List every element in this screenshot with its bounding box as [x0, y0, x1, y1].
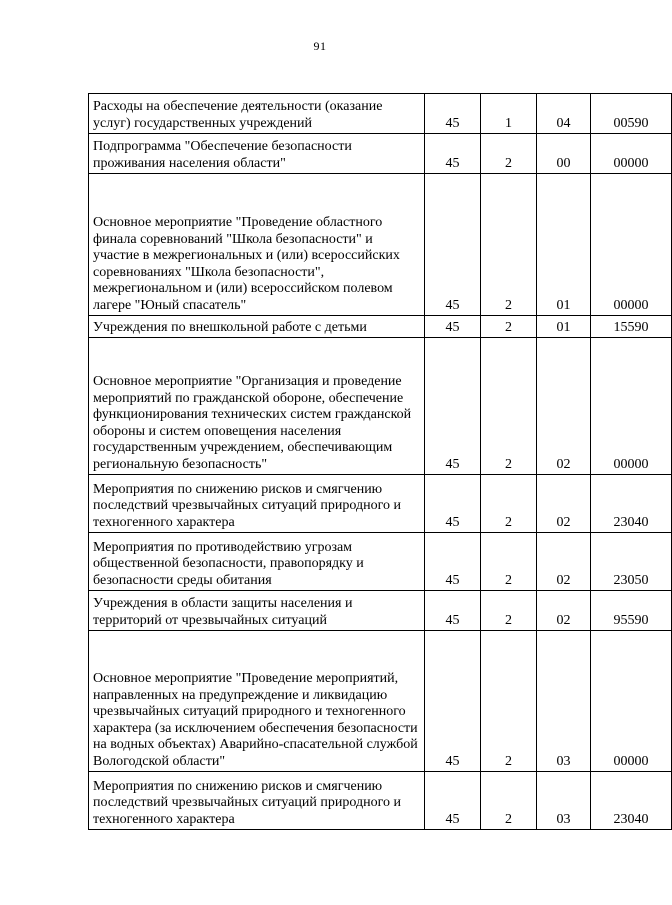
- row-code-4: 00000: [591, 631, 672, 772]
- row-code-1: 45: [425, 591, 481, 631]
- row-code-4: 00000: [591, 134, 672, 174]
- row-code-2: 1: [481, 94, 537, 134]
- row-code-3: 02: [537, 533, 591, 591]
- row-code-3: 01: [537, 316, 591, 338]
- row-code-2: 2: [481, 772, 537, 830]
- row-code-4: 23040: [591, 772, 672, 830]
- table-row: [89, 174, 672, 316]
- table-row: [89, 94, 672, 134]
- row-code-1: 45: [425, 316, 481, 338]
- row-code-2: 2: [481, 174, 537, 316]
- row-description: Основное мероприятие "Организация и проведение мероприятий по гражданской обороне, обеспечение функционирования технических систем гражданской обороны и систем оповещения населения государственным учреждением, обеспечивающим региональную безопасность": [89, 338, 425, 475]
- row-code-4: 15590: [591, 316, 672, 338]
- row-code-1: 45: [425, 772, 481, 830]
- row-code-1: 45: [425, 134, 481, 174]
- table-row: [89, 533, 672, 591]
- row-code-3: 02: [537, 475, 591, 533]
- row-code-2: 2: [481, 591, 537, 631]
- row-description: Основное мероприятие "Проведение мероприятий, направленных на предупреждение и ликвидацию чрезвычайных ситуаций природного и техногенного характера (за исключением обеспечения безопасности на водных объектах) Аварийно-спасательной службой Вологодской области": [89, 631, 425, 772]
- table-row: [89, 134, 672, 174]
- row-description: Учреждения по внешкольной работе с детьми: [89, 316, 425, 338]
- row-description: Учреждения в области защиты населения и территорий от чрезвычайных ситуаций: [89, 591, 425, 631]
- row-code-2: 2: [481, 631, 537, 772]
- row-code-1: 45: [425, 631, 481, 772]
- table-row: [89, 475, 672, 533]
- row-code-3: 01: [537, 174, 591, 316]
- row-code-3: 00: [537, 134, 591, 174]
- row-code-4: 00590: [591, 94, 672, 134]
- row-code-2: 2: [481, 316, 537, 338]
- row-code-1: 45: [425, 94, 481, 134]
- row-code-1: 45: [425, 533, 481, 591]
- budget-table: [88, 93, 672, 830]
- row-code-1: 45: [425, 174, 481, 316]
- row-code-4: 00000: [591, 174, 672, 316]
- row-code-3: 03: [537, 631, 591, 772]
- row-code-4: 23050: [591, 533, 672, 591]
- table-row: [89, 591, 672, 631]
- row-code-1: 45: [425, 338, 481, 475]
- row-code-2: 2: [481, 338, 537, 475]
- row-code-3: 03: [537, 772, 591, 830]
- row-code-4: 23040: [591, 475, 672, 533]
- row-description: Мероприятия по снижению рисков и смягчению последствий чрезвычайных ситуаций природного и техногенного характера: [89, 772, 425, 830]
- row-description: Основное мероприятие "Проведение областного финала соревнований "Школа безопасности" и участие в межрегиональных и (или) всероссийских соревнованиях "Школа безопасности", межрегиональном и (или) всероссийском полевом лагере "Юный спасатель": [89, 174, 425, 316]
- row-code-3: 02: [537, 591, 591, 631]
- row-code-1: 45: [425, 475, 481, 533]
- row-code-2: 2: [481, 533, 537, 591]
- table-row: [89, 316, 672, 338]
- row-code-2: 2: [481, 134, 537, 174]
- table-row: [89, 338, 672, 475]
- table-row: [89, 631, 672, 772]
- row-code-4: 95590: [591, 591, 672, 631]
- row-code-3: 02: [537, 338, 591, 475]
- row-description: Подпрограмма "Обеспечение безопасности проживания населения области": [89, 134, 425, 174]
- row-code-3: 04: [537, 94, 591, 134]
- page-number: 91: [313, 39, 327, 53]
- table-row: [89, 772, 672, 830]
- row-description: Расходы на обеспечение деятельности (оказание услуг) государственных учреждений: [89, 94, 425, 134]
- row-description: Мероприятия по противодействию угрозам общественной безопасности, правопорядку и безопасности среды обитания: [89, 533, 425, 591]
- row-code-4: 00000: [591, 338, 672, 475]
- row-code-2: 2: [481, 475, 537, 533]
- row-description: Мероприятия по снижению рисков и смягчению последствий чрезвычайных ситуаций природного и техногенного характера: [89, 475, 425, 533]
